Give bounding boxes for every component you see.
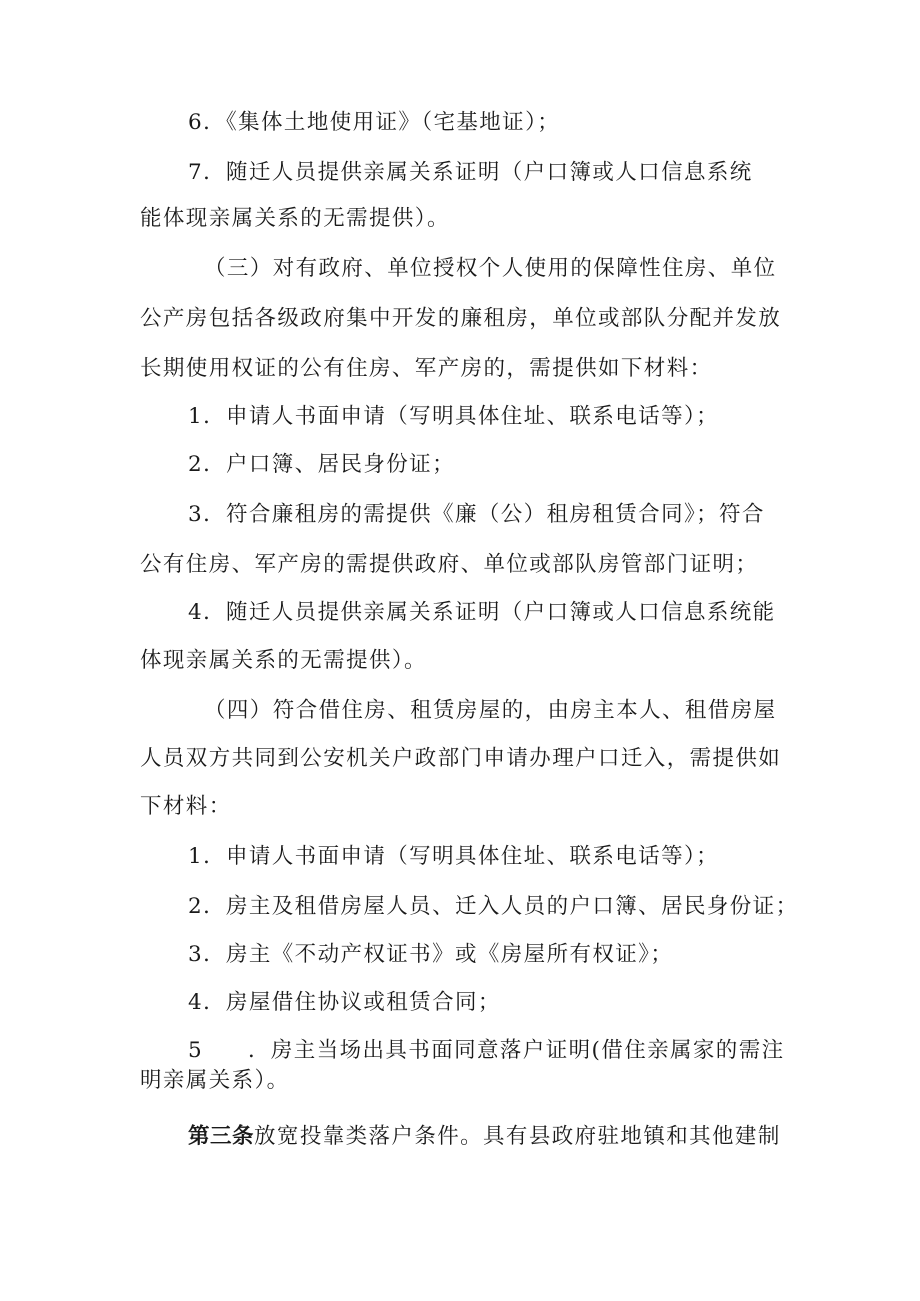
list-item: 3．符合廉租房的需提供《廉（公）租房租赁合同》；符合 [188,502,765,527]
article-heading: 第三条 [188,1124,255,1149]
paragraph-line: 体现亲属关系的无需提供）。 [140,648,427,673]
paragraph-line: 下材料： [140,794,232,819]
list-item: 6．《集体土地使用证》（宅基地证）； [188,110,561,135]
list-item: 7．随迁人员提供亲属关系证明（户口簿或人口信息系统 [188,160,753,185]
list-item: 4．房屋借住协议或租赁合同； [188,990,501,1015]
paragraph-line: 人员双方共同到公安机关户政部门申请办理户口迁入，需提供如 [140,746,782,771]
paragraph-line: 公有住房、军产房的需提供政府、单位或部队房管部门证明； [140,552,759,577]
list-item: 1．申请人书面申请（写明具体住址、联系电话等）； [188,844,720,869]
list-item: 2．户口簿、居民身份证； [188,452,455,477]
list-item [188,1036,800,1066]
article-line [188,1122,800,1152]
section-heading: （三）对有政府、单位授权个人使用的保障性住房、单位 [204,256,777,281]
list-number: 5 [188,1038,204,1063]
list-item: 3．房主《不动产权证书》或《房屋所有权证》； [188,942,674,967]
article-text: 放宽投靠类落户条件。具有县政府驻地镇和其他建制 [254,1124,781,1149]
paragraph-line: 长期使用权证的公有住房、军产房的，需提供如下材料： [140,356,713,381]
paragraph-line: 能体现亲属关系的无需提供）。 [140,206,450,231]
paragraph-line: 公产房包括各级政府集中开发的廉租房，单位或部队分配并发放 [140,306,782,331]
section-heading: （四）符合借住房、租赁房屋的，由房主本人、租借房屋 [204,698,777,723]
list-item-text: ．房主当场出具书面同意落户证明(借住亲属家的需注 [248,1038,785,1063]
paragraph-line: 明亲属关系）。 [140,1068,290,1093]
list-item: 4．随迁人员提供亲属关系证明（户口簿或人口信息系统能 [188,600,776,625]
list-item: 2．房主及租借房屋人员、迁入人员的户口簿、居民身份证； [188,894,799,919]
list-item: 1．申请人书面申请（写明具体住址、联系电话等）； [188,404,720,429]
